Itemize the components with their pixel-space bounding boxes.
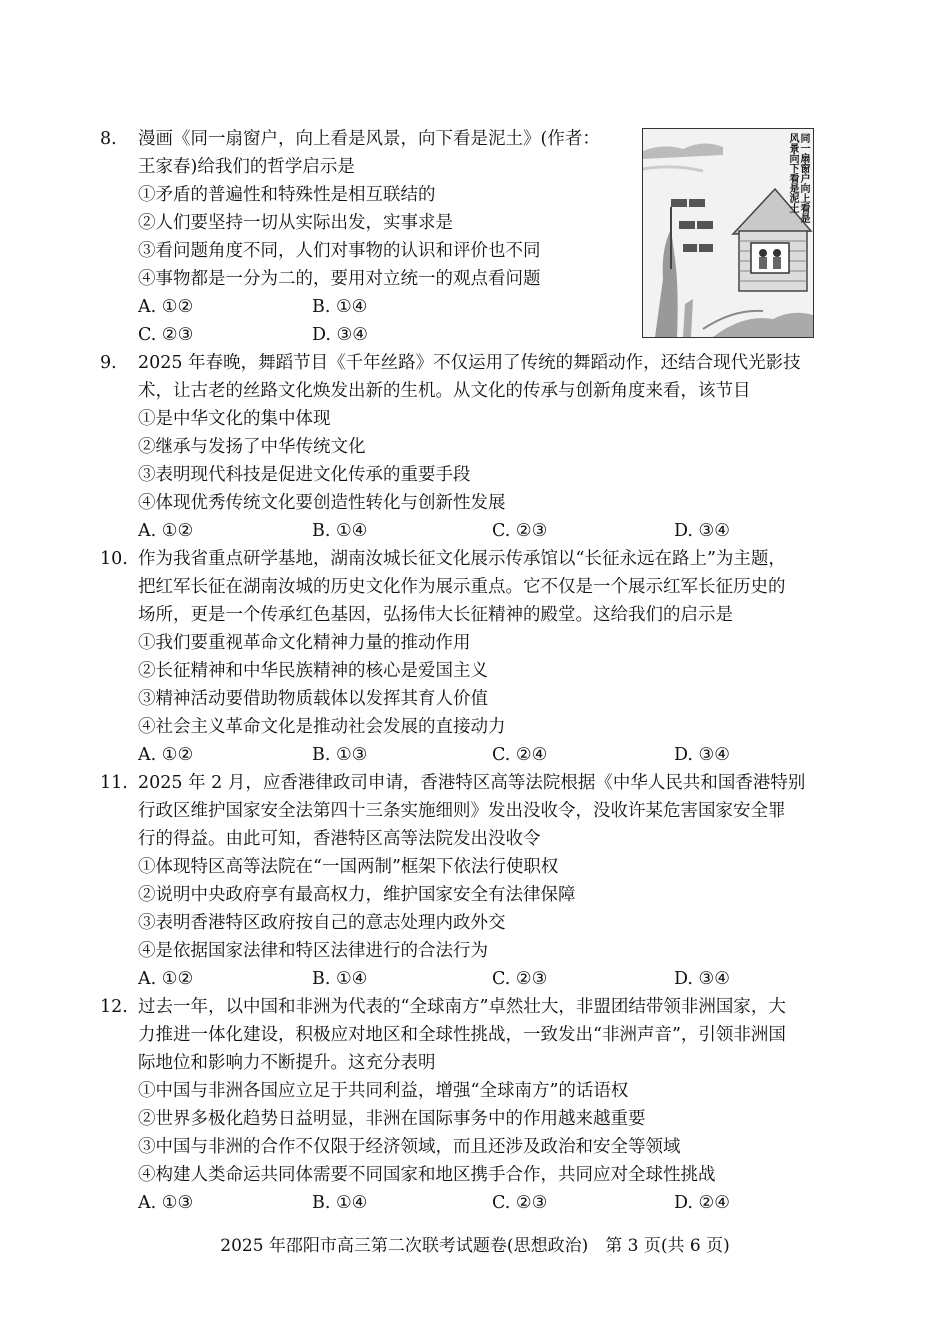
answer-choices xyxy=(100,741,860,769)
question-stem-line: 际地位和影响力不断提升。这充分表明 xyxy=(138,1053,436,1073)
statement: ②继承与发扬了中华传统文化 xyxy=(138,437,366,457)
choice-b: B. ①④ xyxy=(312,969,368,989)
question-9 xyxy=(100,349,860,545)
statement: ①体现特区高等法院在“一国两制”框架下依法行使职权 xyxy=(138,857,559,877)
question-10 xyxy=(100,545,860,769)
question-number: 11. xyxy=(100,773,128,793)
question-stem-line: 2025 年 2 月，应香港律政司申请，香港特区高等法院根据《中华人民共和国香港特别 xyxy=(138,773,806,793)
statement: ③看问题角度不同，人们对事物的认识和评价也不同 xyxy=(138,241,541,261)
choice-d: D. ③④ xyxy=(674,521,730,541)
question-12 xyxy=(100,993,860,1217)
statement: ④体现优秀传统文化要创造性转化与创新性发展 xyxy=(138,493,506,513)
choice-a: A. ①② xyxy=(138,969,194,989)
statement: ①我们要重视革命文化精神力量的推动作用 xyxy=(138,633,471,653)
statement: ④构建人类命运共同体需要不同国家和地区携手合作，共同应对全球性挑战 xyxy=(138,1165,716,1185)
statement: ④社会主义革命文化是推动社会发展的直接动力 xyxy=(138,717,506,737)
question-number: 9. xyxy=(100,353,117,373)
statement: ③表明香港特区政府按自己的意志处理内政外交 xyxy=(138,913,506,933)
question-stem-line: 王家春)给我们的哲学启示是 xyxy=(138,157,355,177)
choice-a: A. ①② xyxy=(138,745,194,765)
statement: ②长征精神和中华民族精神的核心是爱国主义 xyxy=(138,661,488,681)
question-11 xyxy=(100,769,860,993)
question-stem-line: 术，让古老的丝路文化焕发出新的生机。从文化的传承与创新角度来看，该节目 xyxy=(138,381,751,401)
question-number: 8. xyxy=(100,129,117,149)
choice-a: A. ①② xyxy=(138,297,194,317)
question-stem-line: 力推进一体化建设，积极应对地区和全球性挑战，一致发出“非洲声音”，引领非洲国 xyxy=(138,1025,786,1045)
choice-c: C. ②③ xyxy=(138,325,194,345)
statement: ①中国与非洲各国应立足于共同利益，增强“全球南方”的话语权 xyxy=(138,1081,629,1101)
choice-d: D. ③④ xyxy=(674,969,730,989)
choice-b: B. ①④ xyxy=(312,1193,368,1213)
statement: ④是依据国家法律和特区法律进行的合法行为 xyxy=(138,941,488,961)
statement: ②人们要坚持一切从实际出发，实事求是 xyxy=(138,213,453,233)
question-stem-line: 漫画《同一扇窗户，向上看是风景，向下看是泥土》(作者： xyxy=(138,129,600,149)
choice-d: D. ③④ xyxy=(312,325,368,345)
choice-c: C. ②④ xyxy=(492,745,548,765)
statement: ①矛盾的普遍性和特殊性是相互联结的 xyxy=(138,185,436,205)
statement: ①是中华文化的集中体现 xyxy=(138,409,331,429)
choice-b: B. ①④ xyxy=(312,521,368,541)
question-stem-line: 场所，更是一个传承红色基因，弘扬伟大长征精神的殿堂。这给我们的启示是 xyxy=(138,605,733,625)
answer-choices xyxy=(100,965,860,993)
choice-d: D. ②④ xyxy=(674,1193,730,1213)
question-number: 10. xyxy=(100,549,128,569)
page-footer: 2025 年邵阳市高三第二次联考试题卷(思想政治) 第 3 页(共 6 页) xyxy=(220,1236,730,1256)
choice-d: D. ③④ xyxy=(674,745,730,765)
question-stem-line: 把红军长征在湖南汝城的历史文化作为展示重点。它不仅是一个展示红军长征历史的 xyxy=(138,577,786,597)
question-stem-line: 作为我省重点研学基地，湖南汝城长征文化展示传承馆以“长征永远在路上”为主题， xyxy=(138,549,786,569)
statement: ②世界多极化趋势日益明显，非洲在国际事务中的作用越来越重要 xyxy=(138,1109,646,1129)
question-stem-line: 2025 年春晚，舞蹈节目《千年丝路》不仅运用了传统的舞蹈动作，还结合现代光影技 xyxy=(138,353,801,373)
choice-c: C. ②③ xyxy=(492,521,548,541)
choice-c: C. ②③ xyxy=(492,969,548,989)
answer-choices xyxy=(100,1189,860,1217)
statement: ②说明中央政府享有最高权力，维护国家安全有法律保障 xyxy=(138,885,576,905)
statement: ③表明现代科技是促进文化传承的重要手段 xyxy=(138,465,471,485)
choice-b: B. ①③ xyxy=(312,745,368,765)
answer-choices xyxy=(100,517,860,545)
choice-b: B. ①④ xyxy=(312,297,368,317)
statement: ④事物都是一分为二的，要用对立统一的观点看问题 xyxy=(138,269,541,289)
choice-c: C. ②③ xyxy=(492,1193,548,1213)
statement: ③中国与非洲的合作不仅限于经济领域，而且还涉及政治和安全等领域 xyxy=(138,1137,681,1157)
question-stem-line: 行的得益。由此可知，香港特区高等法院发出没收令 xyxy=(138,829,541,849)
choice-a: A. ①② xyxy=(138,521,194,541)
statement: ③精神活动要借助物质载体以发挥其育人价值 xyxy=(138,689,488,709)
cartoon-image xyxy=(642,128,814,338)
choice-a: A. ①③ xyxy=(138,1193,194,1213)
question-stem-line: 过去一年，以中国和非洲为代表的“全球南方”卓然壮大，非盟团结带领非洲国家，大 xyxy=(138,997,786,1017)
cartoon-caption: 同一扇窗户向上看是风景向下看是泥土 xyxy=(787,133,809,223)
question-stem-line: 行政区维护国家安全法第四十三条实施细则》发出没收令，没收许某危害国家安全罪 xyxy=(138,801,786,821)
question-number: 12. xyxy=(100,997,128,1017)
